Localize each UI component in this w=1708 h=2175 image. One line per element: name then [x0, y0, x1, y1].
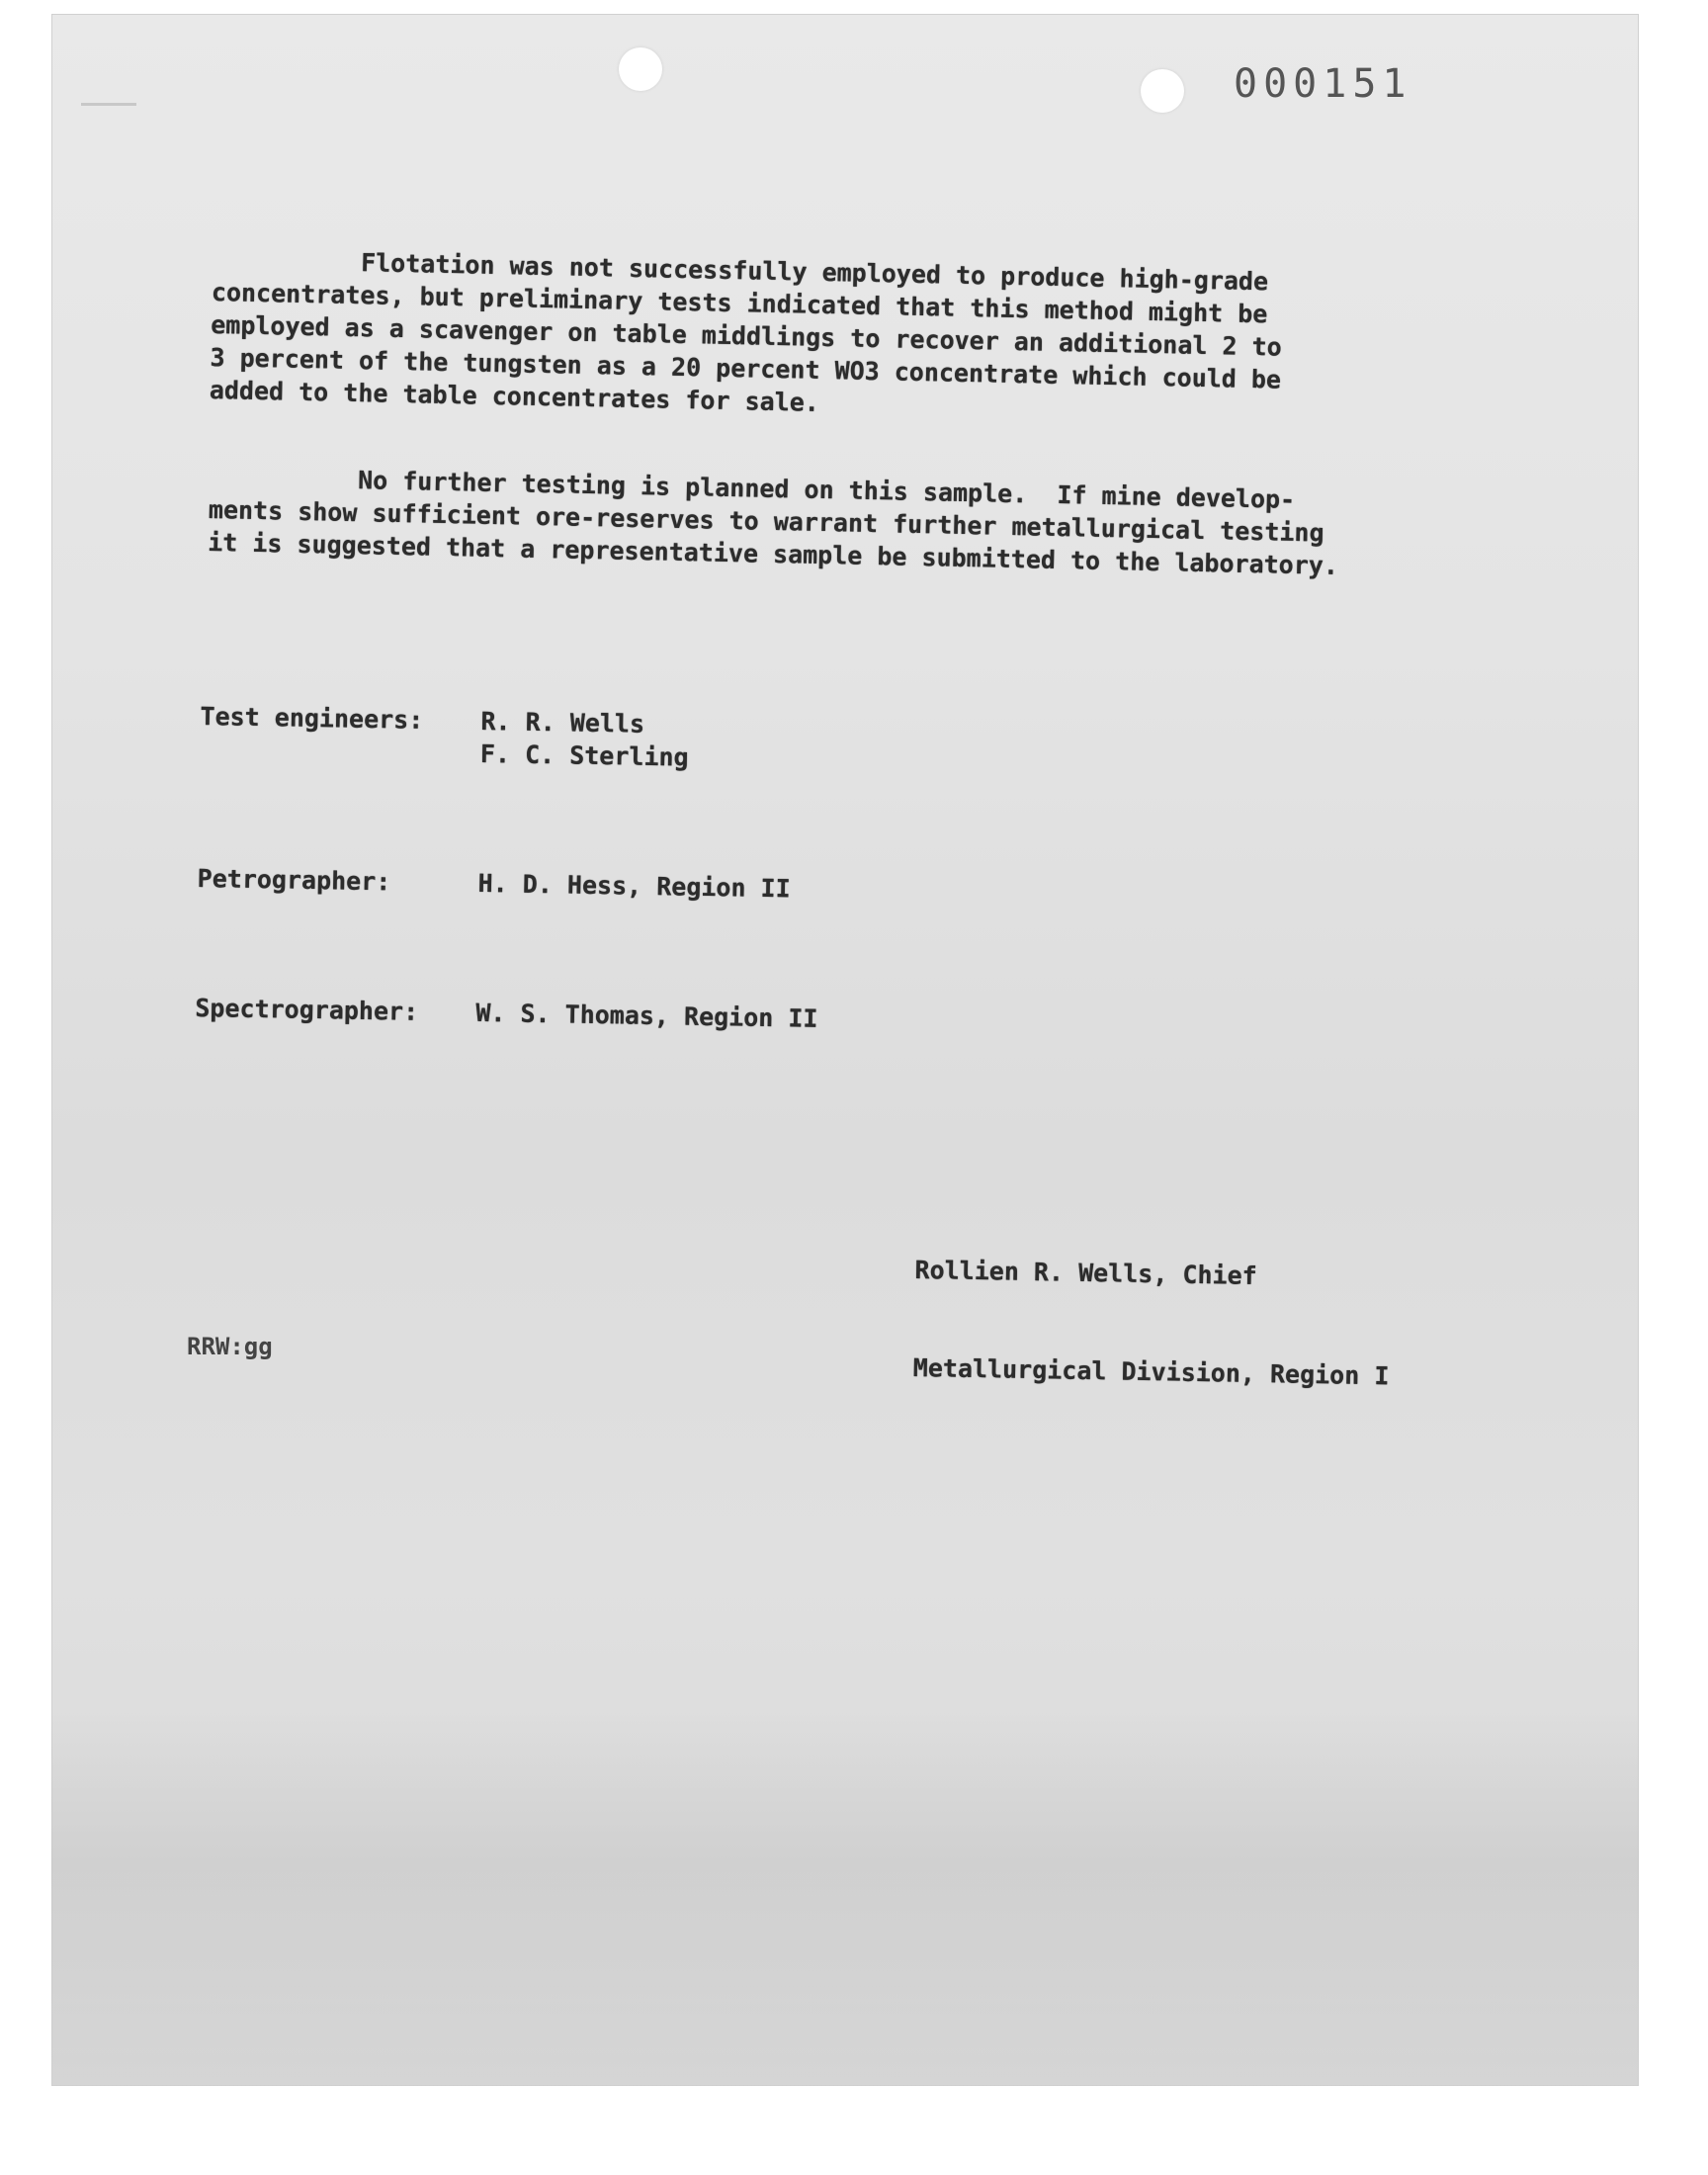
- signature-name: Rollien R. Wells, Chief: [914, 1255, 1257, 1291]
- page-number: 000151: [1234, 61, 1412, 107]
- document-page: [51, 14, 1639, 2086]
- scan-shadow: [51, 1714, 1639, 2086]
- credit-role: Test engineers:: [200, 701, 424, 735]
- credit-names: [480, 705, 690, 774]
- credit-name: W. S. Thomas, Region II: [475, 998, 818, 1033]
- credits-block: [193, 635, 824, 1132]
- credit-name: F. C. Sterling: [479, 739, 689, 772]
- credit-name: H. D. Hess, Region II: [477, 868, 791, 904]
- credit-names: [477, 867, 791, 906]
- punch-hole: [1141, 69, 1184, 113]
- credit-row-test-engineers: [200, 700, 823, 776]
- credit-role: Spectrographer:: [195, 993, 419, 1026]
- credit-role: Petrographer:: [197, 863, 391, 897]
- credit-row-petrographer: [197, 862, 820, 906]
- signature-title: Metallurgical Division, Region I: [912, 1352, 1390, 1391]
- credit-row-spectrographer: [195, 992, 818, 1035]
- credit-names: [475, 997, 818, 1035]
- paragraph-no-further-testing: No further testing is planned on this sample. If mine develop- ments show sufficient ore-reserves to warrant further metallurgical testing it is suggested that a representative sample be submitted to the laboratory.: [207, 462, 1339, 580]
- punch-hole: [619, 47, 662, 91]
- typist-initials: RRW:gg: [187, 1333, 273, 1360]
- margin-mark: [81, 103, 136, 106]
- paragraph-flotation: Flotation was not successfully employed to produce high-grade concentrates, but preliminary tests indicated that this method might be employed as a scavenger on table middlings to recover an additional 2 to 3 percent of the tungsten as a 20 percent WO3 concentrate which could be added to the table concentrates for sale.: [209, 244, 1283, 417]
- credit-name: R. R. Wells: [480, 706, 645, 739]
- signature-block: [911, 1188, 1392, 1457]
